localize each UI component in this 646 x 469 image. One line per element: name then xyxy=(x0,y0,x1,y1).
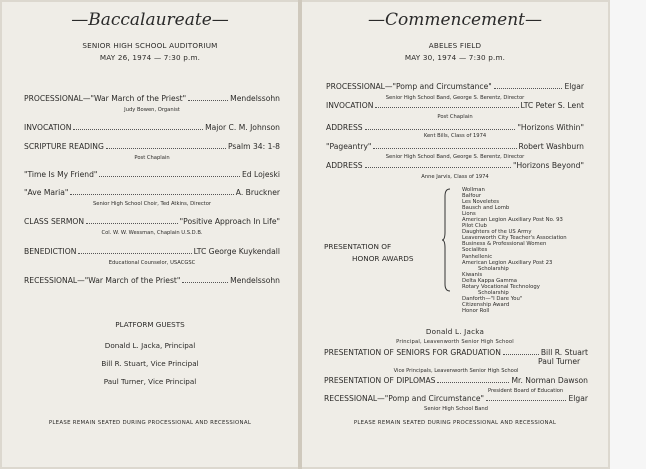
baccalaureate-page xyxy=(2,2,298,467)
seating-notice: PLEASE REMAIN SEATED DURING PROCESSIONAL AND RECESSIONAL xyxy=(48,420,252,426)
award-item: Bausch and Lomb xyxy=(462,205,510,212)
program-item: INVOCATION Major C. M. Johnson xyxy=(24,123,280,132)
program-item: ADDRESS "Horizons Within" xyxy=(326,123,584,132)
award-item: Socialites xyxy=(462,247,488,254)
platform-guest: Donald L. Jacka, Principal xyxy=(104,341,196,350)
award-item: Delta Kappa Gamma xyxy=(462,277,518,284)
award-item: American Legion Auxiliary Post No. 93 xyxy=(462,217,563,224)
award-item: Citizenship Award xyxy=(462,301,510,308)
baccalaureate-venue: SENIOR HIGH SCHOOL AUDITORIUM xyxy=(82,41,218,50)
program-item: ADDRESS "Horizons Beyond" xyxy=(326,161,584,170)
program-item: PRESENTATION OF SENIORS FOR GRADUATION Bill R. Stuart xyxy=(324,348,588,357)
program-item-note: Senior High School Choir, Ted Atkins, Director xyxy=(92,201,212,207)
program-item: SCRIPTURE READING Psalm 34: 1-8 xyxy=(24,142,280,151)
program-item-note: Vice Principals, Leavenworth Senior High School xyxy=(393,368,519,374)
award-item: Lions xyxy=(462,211,476,218)
program-item: PROCESSIONAL—"War March of the Priest" Mendelssohn xyxy=(24,94,280,103)
program-item: "Time Is My Friend" Ed Lojeski xyxy=(24,170,280,179)
award-item: Daughters of the US Army xyxy=(462,229,532,236)
platform-guest: Bill R. Stuart, Vice Principal xyxy=(101,359,199,368)
program-item: PRESENTATION OF DIPLOMAS Mr. Norman Dawson xyxy=(324,376,588,385)
award-item: Honor Roll xyxy=(462,307,490,314)
program-item: PROCESSIONAL—"Pomp and Circumstance" Elgar xyxy=(326,82,584,91)
program-item-note: Senior High School Band, George S. Berentz, Director xyxy=(385,154,525,160)
program-item-note: President Board of Education xyxy=(488,388,564,394)
page-margin xyxy=(610,0,646,469)
program-item: RECESSIONAL—"Pomp and Circumstance" Elgar xyxy=(324,394,588,403)
program-item: RECESSIONAL—"War March of the Priest" Mendelssohn xyxy=(24,276,280,285)
principal-name: Donald L. Jacka xyxy=(425,327,485,336)
award-item: American Legion Auxiliary Post 23 xyxy=(462,259,553,266)
platform-guest: Paul Turner, Vice Principal xyxy=(103,377,197,386)
seating-notice: PLEASE REMAIN SEATED DURING PROCESSIONAL AND RECESSIONAL xyxy=(353,420,557,426)
award-item: Panhellenic xyxy=(462,253,493,260)
award-item: Danforth—"I Dare You" xyxy=(462,295,523,302)
program-item: "Ave Maria" A. Bruckner xyxy=(24,188,280,197)
award-item: Pilot Club xyxy=(462,223,487,230)
commencement-title: —Commencement— xyxy=(367,10,543,30)
program-item-note: Anne Jarvis, Class of 1974 xyxy=(421,174,489,180)
award-item: Scholarship xyxy=(478,265,509,272)
program-item-note: Post Chaplain xyxy=(437,114,473,120)
program-item: CLASS SERMON "Positive Approach In Life" xyxy=(24,217,280,226)
program-item-note: Senior High School Band, George S. Berentz, Director xyxy=(385,95,525,101)
award-item: Scholarship xyxy=(478,289,509,296)
honor-awards-label-2: HONOR AWARDS xyxy=(352,254,414,263)
program-item: INVOCATION LTC Peter S. Lent xyxy=(326,101,584,110)
award-item: Les Noveletes xyxy=(462,199,499,206)
program-item-note: Post Chaplain xyxy=(134,155,170,161)
vice-principal-name: Paul Turner xyxy=(538,357,581,366)
program-item-note: Judy Bowen, Organist xyxy=(124,107,180,113)
commencement-venue: ABELES FIELD xyxy=(428,41,482,50)
baccalaureate-title: —Baccalaureate— xyxy=(71,10,229,30)
award-item: Business & Professional Women xyxy=(462,241,547,248)
award-item: Leavenworth City Teacher's Association xyxy=(462,235,567,242)
award-item: Rotary Vocational Technology xyxy=(462,283,540,290)
program-item-note: Kent Bills, Class of 1974 xyxy=(423,133,487,139)
platform-guests-heading: PLATFORM GUESTS xyxy=(115,320,185,329)
award-item: Wollman xyxy=(462,187,485,193)
principal-title: Principal, Leavenworth Senior High School xyxy=(396,339,514,345)
commencement-date: MAY 30, 1974 — 7:30 p.m. xyxy=(404,53,506,62)
honor-awards-label-1: PRESENTATION OF xyxy=(324,242,392,251)
brace-icon xyxy=(442,188,452,292)
honor-awards-list xyxy=(462,187,567,314)
award-item: Balfour xyxy=(462,193,481,200)
baccalaureate-date: MAY 26, 1974 — 7:30 p.m. xyxy=(99,53,201,62)
program-item-note: Col. W. W. Wessman, Chaplain U.S.D.B. xyxy=(101,230,203,236)
program-item: BENEDICTION LTC George Kuykendall xyxy=(24,247,280,256)
program-item-note: Educational Counselor, USACGSC xyxy=(108,260,196,266)
commencement-page xyxy=(302,2,608,467)
award-item: Kiwanis xyxy=(462,271,483,278)
program-item: "Pageantry" Robert Washburn xyxy=(326,142,584,151)
program-item-note: Senior High School Band xyxy=(424,406,488,412)
